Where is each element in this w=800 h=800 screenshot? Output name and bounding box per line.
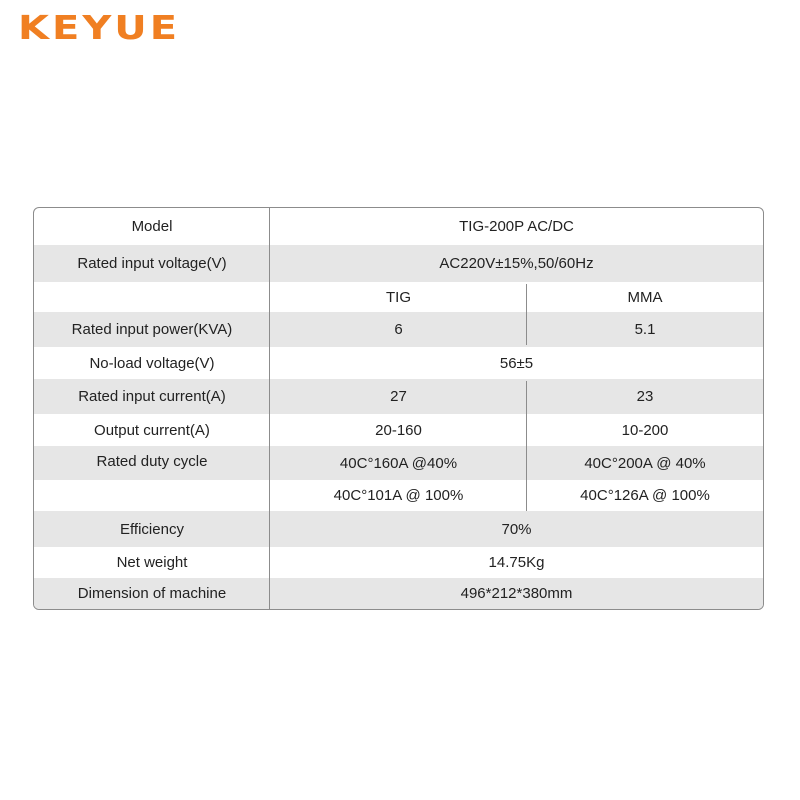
tig-value: 27 <box>390 388 407 405</box>
row-label: Efficiency <box>120 520 184 538</box>
mma-value: 10-200 <box>621 421 669 439</box>
row-value: 14.75Kg <box>488 554 545 571</box>
row-label: Model <box>131 218 173 235</box>
row-label: Rated duty cycle <box>96 453 208 470</box>
mma-header: MMA <box>627 288 663 306</box>
table-row <box>34 208 763 245</box>
tig-value: 6 <box>394 321 403 338</box>
table-row <box>34 414 763 446</box>
table-row <box>34 347 763 379</box>
row-label <box>34 282 270 312</box>
table-row <box>34 547 763 578</box>
table-row <box>34 446 763 480</box>
table-row <box>34 312 763 347</box>
table-row <box>34 379 763 414</box>
tig-header: TIG <box>386 288 411 306</box>
row-label: Rated input power(KVA) <box>71 321 233 338</box>
tig-value: 20-160 <box>375 421 422 439</box>
mma-value: 40C°200A @ 40% <box>584 454 706 472</box>
tig-value: 40C°101A @ 100% <box>333 487 464 504</box>
table-row <box>34 511 763 547</box>
row-value: 496*212*380mm <box>460 585 573 602</box>
row-value: AC220V±15%,50/60Hz <box>439 255 594 272</box>
table-row <box>34 480 763 511</box>
row-value: 56±5 <box>499 354 534 372</box>
row-label <box>34 480 270 511</box>
spec-table <box>33 207 764 610</box>
row-label: Rated input voltage(V) <box>77 255 227 272</box>
keyue-logo: KEYUE <box>18 9 181 48</box>
tig-value: 40C°160A @40% <box>339 454 458 472</box>
mma-value: 5.1 <box>634 321 656 338</box>
row-label: Rated input current(A) <box>78 388 226 405</box>
row-label: Net weight <box>116 554 188 571</box>
table-row <box>34 578 763 609</box>
mode-column-divider <box>526 381 527 511</box>
label-column-divider <box>269 208 270 609</box>
row-value: TIG-200P AC/DC <box>459 218 574 235</box>
table-row <box>34 245 763 282</box>
row-value: 70% <box>501 520 532 538</box>
mode-column-divider <box>526 284 527 345</box>
row-label: No-load voltage(V) <box>89 354 215 372</box>
row-label: Dimension of machine <box>77 585 227 602</box>
mma-value: 40C°126A @ 100% <box>580 487 710 504</box>
row-label: Output current(A) <box>94 421 210 439</box>
mma-value: 23 <box>636 388 654 405</box>
table-row <box>34 282 763 312</box>
